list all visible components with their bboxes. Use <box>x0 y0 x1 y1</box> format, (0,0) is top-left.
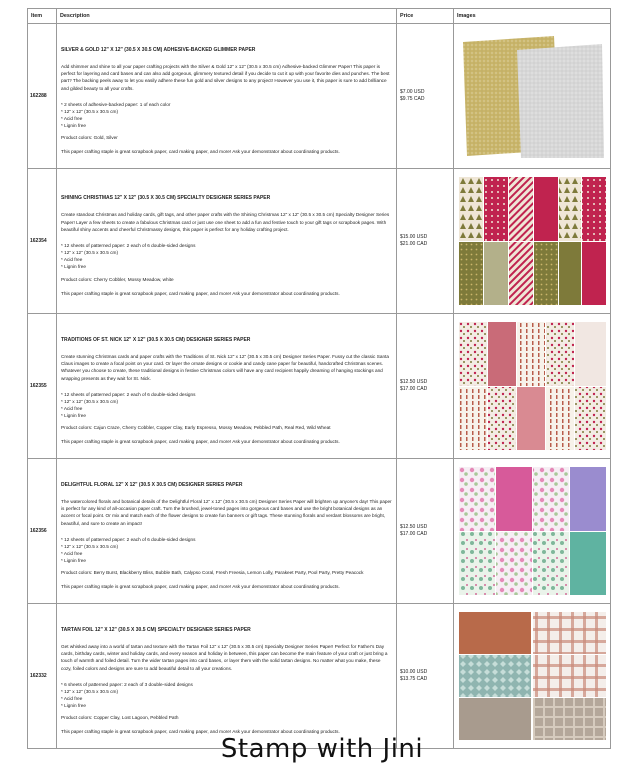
product-closing: This paper crafting staple is great scrapbook paper, card making paper, and more! Ask your demonstrator about coordinating products. <box>61 584 340 590</box>
header-price: Price <box>397 9 454 24</box>
bullet: * Lignin free <box>61 558 87 564</box>
price-cad: $17.00 CAD <box>400 531 428 537</box>
bullet: * Lignin free <box>61 413 87 419</box>
bullet: * 12 sheets of patterned paper: 2 each of 6 double-sided designs <box>61 391 196 397</box>
bullet: * 12" x 12" (30.5 x 30.5 cm) <box>61 399 119 405</box>
bullet: * Acid free <box>61 257 83 263</box>
image-cell <box>454 24 611 169</box>
tartan-foil-icon <box>459 612 606 740</box>
image-cell <box>454 459 611 604</box>
price-cad: $17.00 CAD <box>400 386 428 392</box>
bullet: * Acid free <box>61 551 83 557</box>
product-closing: This paper crafting staple is great scrapbook paper, card making paper, and more! Ask your demonstrator about coordinating products. <box>61 439 340 445</box>
product-bullets <box>61 536 392 564</box>
product-bullets <box>61 681 392 709</box>
delightful-floral-icon <box>459 467 606 595</box>
header-item: Item <box>28 9 57 24</box>
bullet: * Acid free <box>61 696 83 702</box>
price-cad: $9.75 CAD <box>400 96 425 102</box>
bullet: * 2 sheets of adhesive-backed paper: 1 of each color <box>61 101 171 107</box>
description-cell <box>57 314 397 459</box>
product-title: SILVER & GOLD 12" X 12" (30.5 X 30.5 CM) ADHESIVE-BACKED GLIMMER PAPER <box>61 46 256 53</box>
bullet: * 12" x 12" (30.5 x 30.5 cm) <box>61 250 119 256</box>
bullet: * 6 sheets of patterned paper: 2 each of 3 double-sided designs <box>61 681 193 687</box>
product-bullets <box>61 242 392 270</box>
description-cell <box>57 459 397 604</box>
product-closing: This paper crafting staple is great scrapbook paper, card making paper, and more! Ask your demonstrator about coordinating products. <box>61 290 340 296</box>
image-cell <box>454 169 611 314</box>
header-description: Description <box>57 9 397 24</box>
table-row <box>28 314 611 459</box>
item-number: 162356 <box>28 459 57 604</box>
table-row <box>28 24 611 169</box>
table-row <box>28 169 611 314</box>
price-usd: $7.00 USD <box>400 89 425 96</box>
product-intro: Get whisked away into a world of tartan and texture with the Tartan Foil 12" x 12" (30.5 x 30.5 cm) Specialty Designer Series Paper! Perfect for Father's Day cards, birthday cards, winter and holiday cards, and every season and holiday in between, this paper can become the main feature of your craft or just bring a touch of warmth and foiled detail. Turn the wider tartan pages into card bases, or layer them with the solid tartan designs. No matter what you make, these cozy, foiled colors and designs are sure to add beautiful detail to all your creations. <box>61 643 388 671</box>
product-title: DELIGHTFUL FLORAL 12" X 12" (30.5 X 30.5 CM) DESIGNER SERIES PAPER <box>61 481 243 488</box>
description-cell <box>57 169 397 314</box>
product-closing: This paper crafting staple is great scrapbook paper, card making paper, and more! Ask your demonstrator about coordinating products. <box>61 149 340 155</box>
item-number: 162355 <box>28 314 57 459</box>
product-title: TARTAN FOIL 12" X 12" (30.5 X 30.5 CM) SPECIALTY DESIGNER SERIES PAPER <box>61 626 251 633</box>
price-cell <box>397 459 454 604</box>
product-intro: The watercolored florals and botanical details of the Delightful Floral 12" x 12" (30.5 x 30.5 cm) Designer Series Paper will brighten up anyone's day! This paper is perfect for any kind of all-occasion paper craft. Turn the brushed, jewel-toned pages into gorgeous card bases and use the bright botanical designs as an accent or focal point. Or mix and match each of the flower designs to create fun banners or gift tags. These stunning florals and verdant blossoms are bright, beautiful, and sure to create an impact! <box>61 498 392 526</box>
price-usd: $12.50 USD <box>400 379 428 386</box>
product-colors: Product colors: Berry Burst, Blackberry Bliss, Bubble Bath, Calypso Coral, Fresh Freesia, Lemon Lolly, Parakeet Party, Pool Party, Pretty Peacock <box>61 570 364 576</box>
bullet: * 12 sheets of patterned paper: 2 each of 6 double-sided designs <box>61 243 196 249</box>
product-colors: Product colors: Cajun Craze, Cherry Cobbler, Copper Clay, Early Espresso, Mossy Meadow, Pebbled Path, Real Red, Wild Wheat <box>61 425 331 431</box>
price-cell <box>397 24 454 169</box>
price-usd: $12.50 USD <box>400 524 428 531</box>
product-bullets <box>61 391 392 419</box>
item-number: 162332 <box>28 604 57 749</box>
st-nick-paper-icon <box>459 322 606 450</box>
bullet: * Lignin free <box>61 123 87 129</box>
product-title: SHINING CHRISTMAS 12" X 12" (30.5 X 30.5 CM) SPECIALTY DESIGNER SERIES PAPER <box>61 195 271 202</box>
description-cell <box>57 604 397 749</box>
bullet: * 12 sheets of patterned paper: 2 each of 6 double-sided designs <box>61 536 196 542</box>
bullet: * 12" x 12" (30.5 x 30.5 cm) <box>61 109 119 115</box>
image-cell <box>454 314 611 459</box>
product-table <box>27 8 611 749</box>
item-number: 162288 <box>28 24 57 169</box>
price-cell <box>397 314 454 459</box>
bullet: * Lignin free <box>61 703 87 709</box>
image-cell <box>454 604 611 749</box>
table-row <box>28 459 611 604</box>
product-title: TRADITIONS OF ST. NICK 12" X 12" (30.5 X 30.5 CM) DESIGNER SERIES PAPER <box>61 336 251 343</box>
table-header-row <box>28 9 611 24</box>
description-cell <box>57 24 397 169</box>
table-row <box>28 604 611 749</box>
bullet: * Acid free <box>61 406 83 412</box>
bullet: * 12" x 12" (30.5 x 30.5 cm) <box>61 544 119 550</box>
price-usd: $15.00 USD <box>400 234 428 241</box>
shining-christmas-icon <box>459 177 606 305</box>
bullet: * Lignin free <box>61 264 87 270</box>
price-usd: $10.00 USD <box>400 669 428 676</box>
product-colors: Product colors: Copper Clay, Lost Lagoon, Pebbled Path <box>61 715 179 721</box>
price-cad: $13.75 CAD <box>400 676 428 682</box>
product-closing: This paper crafting staple is great scrapbook paper, card making paper, and more! Ask your demonstrator about coordinating products. <box>61 729 340 735</box>
item-number: 162354 <box>28 169 57 314</box>
product-colors: Product colors: Gold, Silver <box>61 135 118 141</box>
product-intro: Create stunning Christmas cards and paper crafts with the Traditions of St. Nick 12" x 12" (30.5 x 30.5 cm) Designer Series Paper. Fussy cut the classic Santa Claus images to create a focal point on your card. Or layer the ornate designs or cookie and candy cane paper for beautiful, handcrafted Christmas scenes. Whatever you choose to create, these traditional designs in festive Christmas colors will have any card recipient happily dreaming of hanging stockings and wrapping presents as they wait for St. Nick. <box>61 353 389 381</box>
glimmer-paper-icon <box>459 32 606 160</box>
price-cell <box>397 604 454 749</box>
bullet: * 12" x 12" (30.5 x 30.5 cm) <box>61 689 119 695</box>
price-cad: $21.00 CAD <box>400 241 428 247</box>
bullet: * Acid free <box>61 116 83 122</box>
product-colors: Product colors: Cherry Cobbler, Mossy Meadow, white <box>61 276 174 282</box>
product-intro: Add shimmer and shine to all your paper crafting projects with the Silver & Gold 12" x 12" (30.5 x 30.5 cm) Adhesive-backed Glimmer Paper! This paper is perfect for layering and card bases and can also add gorgeous, glimmery textured detail if you decide to cut it up with your favorite dies and punches. The best part? The backing peels away to let you easily adhere these fun gold and silver designs to any project! However you use it, this paper is sure to add brilliance and gilded beauty to all your crafts. <box>61 63 390 91</box>
price-cell <box>397 169 454 314</box>
product-bullets <box>61 101 392 129</box>
product-intro: Create standout Christmas and holiday cards, gift tags, and other paper crafts with the Shining Christmas 12" x 12" (30.5 x 30.5 cm) Specialty Designer Series Paper! Layer a few sheets to create a fabulous Christmas card or just use one sheet to add a fun and festive touch to your gift tags or scrapbook pages. With beautiful shiny accents and cheerful Christmassy designs, this paper is perfect for any holiday crafting project. <box>61 212 390 233</box>
watermark: Stamp with Jini <box>220 734 424 764</box>
header-images: Images <box>454 9 611 24</box>
